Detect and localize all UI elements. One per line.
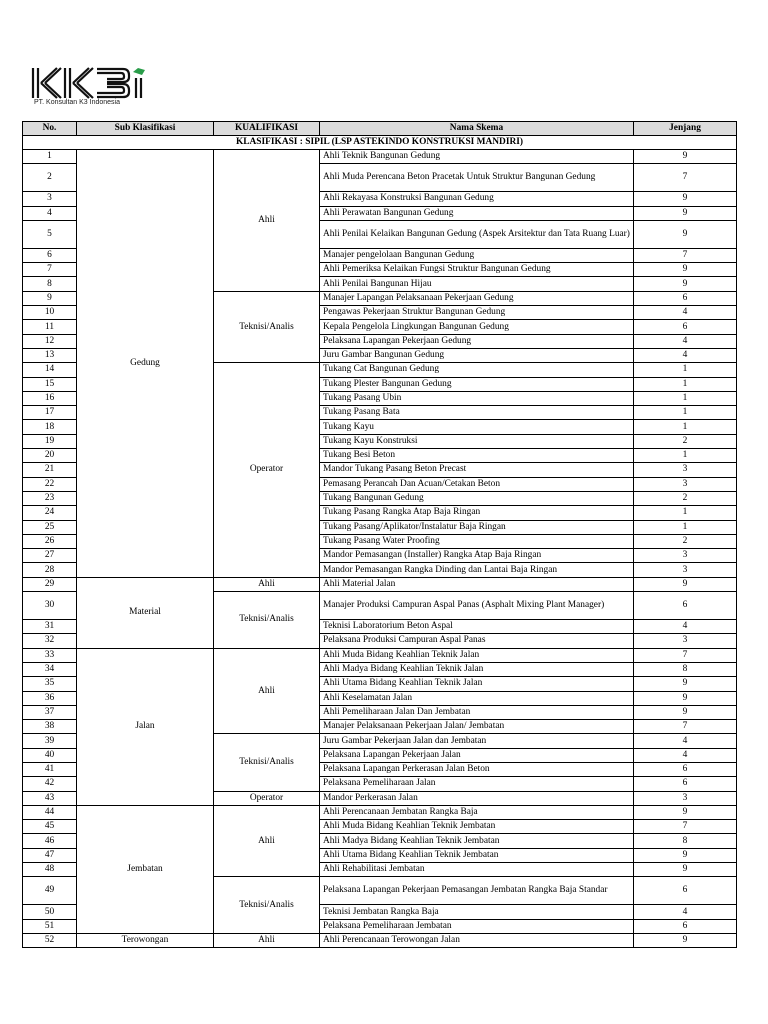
cell-no: 51 — [23, 919, 77, 933]
cell-nama-skema: Tukang Pasang Rangka Atap Baja Ringan — [320, 506, 634, 520]
cell-jenjang: 7 — [634, 648, 737, 662]
header-kualifikasi: KUALIFIKASI — [214, 122, 320, 136]
cell-jenjang: 3 — [634, 549, 737, 563]
cell-jenjang: 9 — [634, 263, 737, 277]
cell-no: 15 — [23, 377, 77, 391]
cell-jenjang: 9 — [634, 805, 737, 819]
cell-jenjang: 2 — [634, 434, 737, 448]
cell-nama-skema: Ahli Teknik Bangunan Gedung — [320, 150, 634, 164]
cell-no: 37 — [23, 705, 77, 719]
cell-sub-klasifikasi: Gedung — [77, 150, 214, 578]
header-sub-klasifikasi: Sub Klasifikasi — [77, 122, 214, 136]
cell-jenjang: 3 — [634, 563, 737, 577]
cell-nama-skema: Ahli Muda Bidang Keahlian Teknik Jembatan — [320, 820, 634, 834]
cell-nama-skema: Pengawas Pekerjaan Struktur Bangunan Gedung — [320, 306, 634, 320]
cell-nama-skema: Tukang Bangunan Gedung — [320, 491, 634, 505]
cell-nama-skema: Ahli Keselamatan Jalan — [320, 691, 634, 705]
cell-kualifikasi: Ahli — [214, 805, 320, 876]
cell-jenjang: 1 — [634, 377, 737, 391]
cell-nama-skema: Manajer pengelolaan Bangunan Gedung — [320, 248, 634, 262]
cell-no: 27 — [23, 549, 77, 563]
cell-nama-skema: Tukang Besi Beton — [320, 449, 634, 463]
cell-nama-skema: Tukang Pasang Water Proofing — [320, 534, 634, 548]
cell-jenjang: 4 — [634, 620, 737, 634]
cell-no: 2 — [23, 164, 77, 192]
header-no: No. — [23, 122, 77, 136]
cell-nama-skema: Tukang Kayu Konstruksi — [320, 434, 634, 448]
cell-jenjang: 4 — [634, 748, 737, 762]
cell-jenjang: 9 — [634, 277, 737, 291]
table-row — [23, 648, 737, 662]
cell-no: 13 — [23, 348, 77, 362]
cell-no: 50 — [23, 905, 77, 919]
cell-nama-skema: Pelaksana Lapangan Pekerjaan Gedung — [320, 334, 634, 348]
cell-no: 48 — [23, 863, 77, 877]
header-nama-skema: Nama Skema — [320, 122, 634, 136]
cell-jenjang: 9 — [634, 933, 737, 947]
cell-kualifikasi: Teknisi/Analis — [214, 877, 320, 934]
cell-nama-skema: Ahli Rehabilitasi Jembatan — [320, 863, 634, 877]
table-row — [23, 933, 737, 947]
cell-no: 52 — [23, 933, 77, 947]
cell-jenjang: 3 — [634, 791, 737, 805]
cell-no: 44 — [23, 805, 77, 819]
cell-jenjang: 7 — [634, 248, 737, 262]
cell-jenjang: 4 — [634, 306, 737, 320]
cell-nama-skema: Teknisi Laboratorium Beton Aspal — [320, 620, 634, 634]
cell-no: 39 — [23, 734, 77, 748]
cell-jenjang: 6 — [634, 291, 737, 305]
cell-no: 32 — [23, 634, 77, 648]
cell-nama-skema: Tukang Pasang Bata — [320, 406, 634, 420]
cell-nama-skema: Ahli Penilai Kelaikan Bangunan Gedung (Aspek Arsitektur dan Tata Ruang Luar) — [320, 220, 634, 248]
cell-no: 20 — [23, 449, 77, 463]
cell-no: 28 — [23, 563, 77, 577]
cell-jenjang: 3 — [634, 463, 737, 477]
cell-nama-skema: Manajer Produksi Campuran Aspal Panas (Asphalt Mixing Plant Manager) — [320, 592, 634, 620]
cell-nama-skema: Ahli Madya Bidang Keahlian Teknik Jalan — [320, 662, 634, 676]
cell-kualifikasi: Operator — [214, 791, 320, 805]
cell-kualifikasi: Teknisi/Analis — [214, 291, 320, 362]
cell-jenjang: 7 — [634, 164, 737, 192]
cell-jenjang: 6 — [634, 320, 737, 334]
cell-no: 8 — [23, 277, 77, 291]
cell-nama-skema: Juru Gambar Pekerjaan Jalan dan Jembatan — [320, 734, 634, 748]
cell-no: 4 — [23, 206, 77, 220]
cell-no: 30 — [23, 592, 77, 620]
cell-sub-klasifikasi: Jalan — [77, 648, 214, 805]
cell-nama-skema: Ahli Utama Bidang Keahlian Teknik Jalan — [320, 677, 634, 691]
cell-nama-skema: Tukang Cat Bangunan Gedung — [320, 363, 634, 377]
cell-no: 34 — [23, 662, 77, 676]
cell-jenjang: 9 — [634, 192, 737, 206]
cell-no: 7 — [23, 263, 77, 277]
cell-no: 36 — [23, 691, 77, 705]
cell-jenjang: 9 — [634, 577, 737, 591]
cell-jenjang: 9 — [634, 705, 737, 719]
cell-kualifikasi: Ahli — [214, 577, 320, 591]
header-jenjang: Jenjang — [634, 122, 737, 136]
cell-nama-skema: Mandor Pemasangan Rangka Dinding dan Lantai Baja Ringan — [320, 563, 634, 577]
cell-kualifikasi: Teknisi/Analis — [214, 592, 320, 649]
table-row — [23, 805, 737, 819]
cell-nama-skema: Ahli Material Jalan — [320, 577, 634, 591]
cell-no: 42 — [23, 777, 77, 791]
cell-no: 9 — [23, 291, 77, 305]
cell-jenjang: 4 — [634, 905, 737, 919]
cell-nama-skema: Pelaksana Pemeliharaan Jembatan — [320, 919, 634, 933]
cell-jenjang: 7 — [634, 720, 737, 734]
cell-no: 18 — [23, 420, 77, 434]
cell-kualifikasi: Ahli — [214, 648, 320, 734]
cell-nama-skema: Juru Gambar Bangunan Gedung — [320, 348, 634, 362]
cell-nama-skema: Tukang Pasang/Aplikator/Instalatur Baja Ringan — [320, 520, 634, 534]
cell-jenjang: 4 — [634, 334, 737, 348]
cell-nama-skema: Manajer Lapangan Pelaksanaan Pekerjaan Gedung — [320, 291, 634, 305]
cell-kualifikasi: Operator — [214, 363, 320, 577]
cell-jenjang: 8 — [634, 834, 737, 848]
cell-nama-skema: Ahli Muda Perencana Beton Pracetak Untuk Struktur Bangunan Gedung — [320, 164, 634, 192]
cell-nama-skema: Pelaksana Produksi Campuran Aspal Panas — [320, 634, 634, 648]
cell-jenjang: 9 — [634, 677, 737, 691]
cell-no: 24 — [23, 506, 77, 520]
cell-no: 11 — [23, 320, 77, 334]
cell-no: 17 — [23, 406, 77, 420]
cell-nama-skema: Ahli Perawatan Bangunan Gedung — [320, 206, 634, 220]
table-header-row — [23, 122, 737, 136]
cell-jenjang: 1 — [634, 363, 737, 377]
cell-jenjang: 9 — [634, 691, 737, 705]
cell-no: 47 — [23, 848, 77, 862]
cell-nama-skema: Ahli Rekayasa Konstruksi Bangunan Gedung — [320, 192, 634, 206]
cell-kualifikasi: Teknisi/Analis — [214, 734, 320, 791]
klasifikasi-row — [23, 136, 737, 150]
logo-subtitle: PT. Konsultan K3 Indonesia — [34, 99, 121, 106]
cell-jenjang: 9 — [634, 150, 737, 164]
cell-nama-skema: Ahli Muda Bidang Keahlian Teknik Jalan — [320, 648, 634, 662]
cell-jenjang: 9 — [634, 848, 737, 862]
cell-jenjang: 6 — [634, 592, 737, 620]
cell-nama-skema: Ahli Pemeliharaan Jalan Dan Jembatan — [320, 705, 634, 719]
cell-no: 33 — [23, 648, 77, 662]
cell-jenjang: 1 — [634, 406, 737, 420]
cell-nama-skema: Pemasang Perancah Dan Acuan/Cetakan Beton — [320, 477, 634, 491]
cell-no: 38 — [23, 720, 77, 734]
cell-nama-skema: Pelaksana Lapangan Pekerjaan Jalan — [320, 748, 634, 762]
cell-nama-skema: Tukang Plester Bangunan Gedung — [320, 377, 634, 391]
cell-jenjang: 9 — [634, 863, 737, 877]
cell-sub-klasifikasi: Terowongan — [77, 933, 214, 947]
cell-nama-skema: Mandor Tukang Pasang Beton Precast — [320, 463, 634, 477]
cell-nama-skema: Manajer Pelaksanaan Pekerjaan Jalan/ Jembatan — [320, 720, 634, 734]
skema-table — [22, 121, 737, 948]
cell-sub-klasifikasi: Material — [77, 577, 214, 648]
cell-no: 49 — [23, 877, 77, 905]
cell-jenjang: 1 — [634, 520, 737, 534]
cell-no: 21 — [23, 463, 77, 477]
table-row — [23, 150, 737, 164]
cell-no: 1 — [23, 150, 77, 164]
cell-no: 6 — [23, 248, 77, 262]
kk3-logo-mark — [31, 66, 161, 100]
cell-jenjang: 3 — [634, 477, 737, 491]
cell-no: 26 — [23, 534, 77, 548]
cell-nama-skema: Ahli Perencanaan Jembatan Rangka Baja — [320, 805, 634, 819]
cell-no: 10 — [23, 306, 77, 320]
cell-sub-klasifikasi: Jembatan — [77, 805, 214, 933]
cell-jenjang: 2 — [634, 491, 737, 505]
cell-no: 43 — [23, 791, 77, 805]
cell-nama-skema: Mandor Perkerasan Jalan — [320, 791, 634, 805]
cell-nama-skema: Pelaksana Pemeliharaan Jalan — [320, 777, 634, 791]
skema-rows — [23, 150, 737, 948]
cell-no: 46 — [23, 834, 77, 848]
cell-jenjang: 7 — [634, 820, 737, 834]
cell-jenjang: 8 — [634, 662, 737, 676]
cell-no: 25 — [23, 520, 77, 534]
cell-no: 5 — [23, 220, 77, 248]
cell-no: 16 — [23, 391, 77, 405]
cell-jenjang: 6 — [634, 777, 737, 791]
cell-nama-skema: Ahli Perencanaan Terowongan Jalan — [320, 933, 634, 947]
cell-jenjang: 9 — [634, 220, 737, 248]
cell-kualifikasi: Ahli — [214, 150, 320, 292]
cell-jenjang: 1 — [634, 506, 737, 520]
cell-nama-skema: Tukang Kayu — [320, 420, 634, 434]
cell-jenjang: 9 — [634, 206, 737, 220]
cell-jenjang: 3 — [634, 634, 737, 648]
cell-no: 45 — [23, 820, 77, 834]
cell-jenjang: 4 — [634, 348, 737, 362]
cell-nama-skema: Ahli Pemeriksa Kelaikan Fungsi Struktur Bangunan Gedung — [320, 263, 634, 277]
cell-nama-skema: Ahli Penilai Bangunan Hijau — [320, 277, 634, 291]
cell-nama-skema: Kepala Pengelola Lingkungan Bangunan Gedung — [320, 320, 634, 334]
cell-nama-skema: Tukang Pasang Ubin — [320, 391, 634, 405]
cell-no: 23 — [23, 491, 77, 505]
cell-no: 35 — [23, 677, 77, 691]
cell-no: 41 — [23, 762, 77, 776]
cell-no: 40 — [23, 748, 77, 762]
cell-nama-skema: Ahli Madya Bidang Keahlian Teknik Jembatan — [320, 834, 634, 848]
cell-no: 29 — [23, 577, 77, 591]
klasifikasi-label: KLASIFIKASI : SIPIL (LSP ASTEKINDO KONSTRUKSI MANDIRI) — [23, 136, 737, 150]
cell-nama-skema: Ahli Utama Bidang Keahlian Teknik Jembatan — [320, 848, 634, 862]
cell-nama-skema: Mandor Pemasangan (Installer) Rangka Atap Baja Ringan — [320, 549, 634, 563]
cell-no: 14 — [23, 363, 77, 377]
cell-jenjang: 4 — [634, 734, 737, 748]
cell-no: 3 — [23, 192, 77, 206]
cell-no: 31 — [23, 620, 77, 634]
cell-kualifikasi: Ahli — [214, 933, 320, 947]
cell-jenjang: 6 — [634, 762, 737, 776]
cell-no: 19 — [23, 434, 77, 448]
cell-no: 12 — [23, 334, 77, 348]
cell-jenjang: 6 — [634, 919, 737, 933]
table-row — [23, 577, 737, 591]
cell-jenjang: 2 — [634, 534, 737, 548]
cell-nama-skema: Teknisi Jembatan Rangka Baja — [320, 905, 634, 919]
cell-nama-skema: Pelaksana Lapangan Pekerjaan Pemasangan Jembatan Rangka Baja Standar — [320, 877, 634, 905]
cell-jenjang: 1 — [634, 391, 737, 405]
cell-nama-skema: Pelaksana Lapangan Perkerasan Jalan Beton — [320, 762, 634, 776]
cell-no: 22 — [23, 477, 77, 491]
cell-jenjang: 1 — [634, 420, 737, 434]
cell-jenjang: 1 — [634, 449, 737, 463]
cell-jenjang: 6 — [634, 877, 737, 905]
